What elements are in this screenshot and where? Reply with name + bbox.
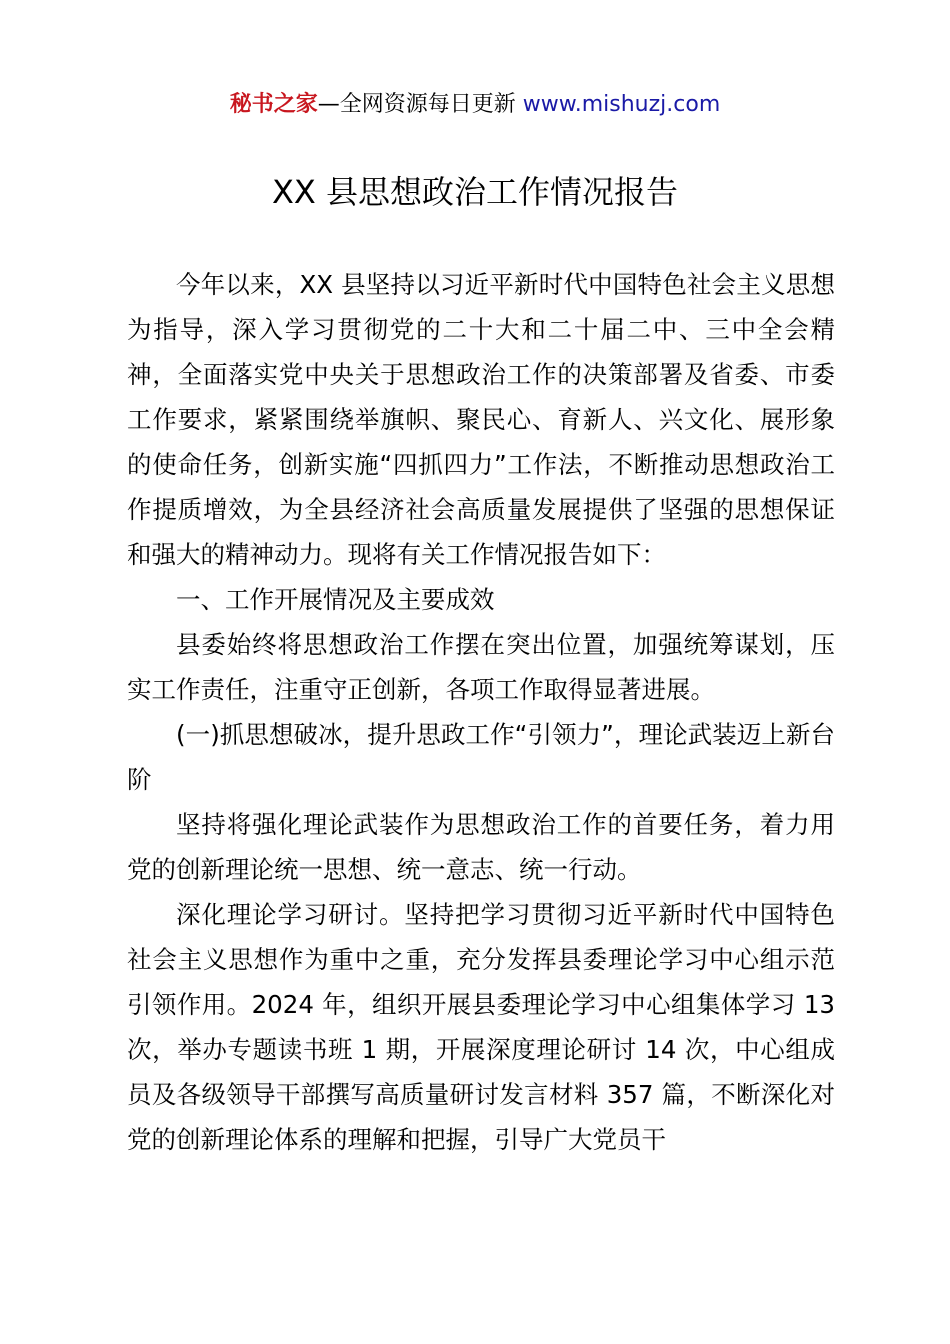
document-title: XX 县思想政治工作情况报告 xyxy=(271,173,679,211)
section-heading: 一、工作开展情况及主要成效 xyxy=(176,585,495,614)
body-paragraph: 深化理论学习研讨。坚持把学习贯彻习近平新时代中国特色社会主义思想作为重中之重，充分发挥县委理论学习中心组示范引领作用。2024 年，组织开展县委理论学习中心组集体学习 13 次，举办专题读书班 1 期，开展深度理论研讨 14 次，中心组成员及各级领导干部撰写高质量研讨发言材料 357 篇，不断深化对党的创新理论体系的理解和把握，引导广大党员干 xyxy=(127,900,835,1154)
document-body xyxy=(127,262,835,1162)
intro-paragraph: 今年以来，XX 县坚持以习近平新时代中国特色社会主义思想为指导，深入学习贯彻党的二十大和二十届二中、三中全会精神，全面落实党中央关于思想政治工作的决策部署及省委、市委工作要求，紧紧围绕举旗帜、聚民心、育新人、兴文化、展形象的使命任务，创新实施“四抓四力”工作法，不断推动思想政治工作提质增效，为全县经济社会高质量发展提供了坚强的思想保证和强大的精神动力。现将有关工作情况报告如下： xyxy=(127,270,835,569)
site-url-link[interactable]: www.mishuzj.com xyxy=(522,92,721,117)
subsection-heading: (一)抓思想破冰，提升思政工作“引领力”，理论武装迈上新台阶 xyxy=(127,720,835,794)
body-paragraph: 县委始终将思想政治工作摆在突出位置，加强统筹谋划，压实工作责任，注重守正创新，各项工作取得显著进展。 xyxy=(127,630,835,704)
body-paragraph: 坚持将强化理论武装作为思想政治工作的首要任务，着力用党的创新理论统一思想、统一意志、统一行动。 xyxy=(127,810,835,884)
site-brand: 秘书之家 xyxy=(229,92,318,117)
site-header xyxy=(0,88,950,122)
site-tagline: —全网资源每日更新 xyxy=(317,92,523,117)
